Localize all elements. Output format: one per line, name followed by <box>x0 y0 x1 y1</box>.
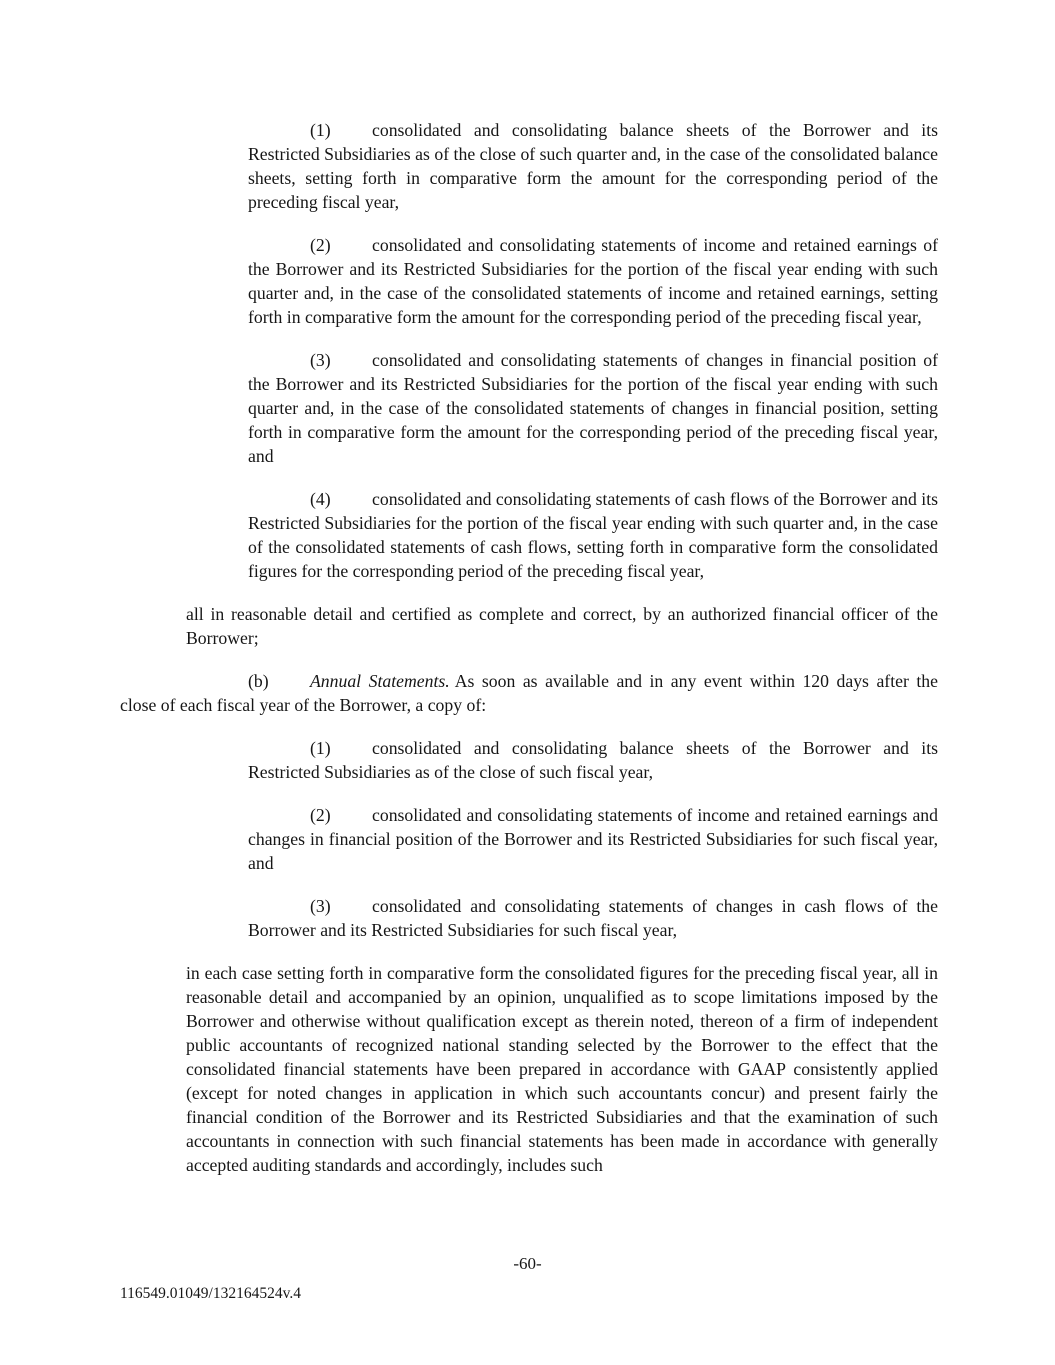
closing-a: all in reasonable detail and certified as complete and correct, by an authorized financial officer of the Borrower; <box>186 604 938 648</box>
document-id: 116549.01049/132164524v.4 <box>120 1285 301 1302</box>
clause-text: consolidated and consolidating statements of changes in financial position of the Borrower and its Restricted Subsidiaries for the portion of the fiscal year ending with such quarter and, in the case of the consolidated statements of changes in financial position, setting forth in comparative form the amount for the corresponding period of the preceding fiscal year, and <box>248 350 938 466</box>
clause-text: consolidated and consolidating balance sheets of the Borrower and its Restricted Subsidiaries as of the close of such quarter and, in the case of the consolidated balance sheets, setting forth in comparative form the amount for the corresponding period of the preceding fiscal year, <box>248 120 938 212</box>
clause-number: (1) <box>310 120 331 140</box>
clause-text: consolidated and consolidating statements of income and retained earnings and changes in financial position of the Borrower and its Restricted Subsidiaries for such fiscal year, and <box>248 805 938 873</box>
page-number: -60- <box>513 1254 542 1273</box>
clause-number: (4) <box>310 489 331 509</box>
clause-number: (3) <box>310 896 331 916</box>
clause-text: consolidated and consolidating statements of changes in cash flows of the Borrower and its Restricted Subsidiaries for such fiscal year, <box>248 896 938 940</box>
paragraph-heading: Annual Statements. <box>310 671 450 691</box>
clause-number: (3) <box>310 350 331 370</box>
paragraph-intro: As soon as available and in any event within 120 days after the close of each fiscal year of the Borrower, a copy of: <box>120 671 938 715</box>
paragraph-letter: (b) <box>248 671 269 691</box>
clause-a-2 <box>248 233 938 329</box>
clause-a-1 <box>248 118 938 214</box>
clause-b-1 <box>248 736 938 784</box>
clause-b-3 <box>248 894 938 942</box>
closing-b: in each case setting forth in comparative form the consolidated figures for the preceding fiscal year, all in reasonable detail and accompanied by an opinion, unqualified as to scope limitations imposed by the Borrower and otherwise without qualification except as therein noted, thereon of a firm of independent public accountants of recognized national standing selected by the Borrower to the effect that the consolidated financial statements have been prepared in accordance with GAAP consistently applied (except for noted changes in application in which such accountants concur) and present fairly the financial condition of the Borrower and its Restricted Subsidiaries and that the examination of such accountants in connection with such financial statements has been made in accordance with generally accepted auditing standards and accordingly, includes such <box>186 963 938 1175</box>
clause-text: consolidated and consolidating statements of cash flows of the Borrower and its Restricted Subsidiaries for the portion of the fiscal year ending with such quarter and, in the case of the consolidated statements of cash flows, setting forth in comparative form the consolidated figures for the corresponding period of the preceding fiscal year, <box>248 489 938 581</box>
clause-number: (2) <box>310 805 331 825</box>
clause-text: consolidated and consolidating balance sheets of the Borrower and its Restricted Subsidiaries as of the close of such fiscal year, <box>248 738 938 782</box>
clause-b-2 <box>248 803 938 875</box>
clause-a-4 <box>248 487 938 583</box>
clause-a-3 <box>248 348 938 468</box>
clause-text: consolidated and consolidating statements of income and retained earnings of the Borrower and its Restricted Subsidiaries for the portion of the fiscal year ending with such quarter and, in the case of the consolidated statements of income and retained earnings, setting forth in comparative form the amount for the corresponding period of the preceding fiscal year, <box>248 235 938 327</box>
clause-number: (1) <box>310 738 331 758</box>
paragraph-b <box>120 669 938 717</box>
clause-number: (2) <box>310 235 331 255</box>
